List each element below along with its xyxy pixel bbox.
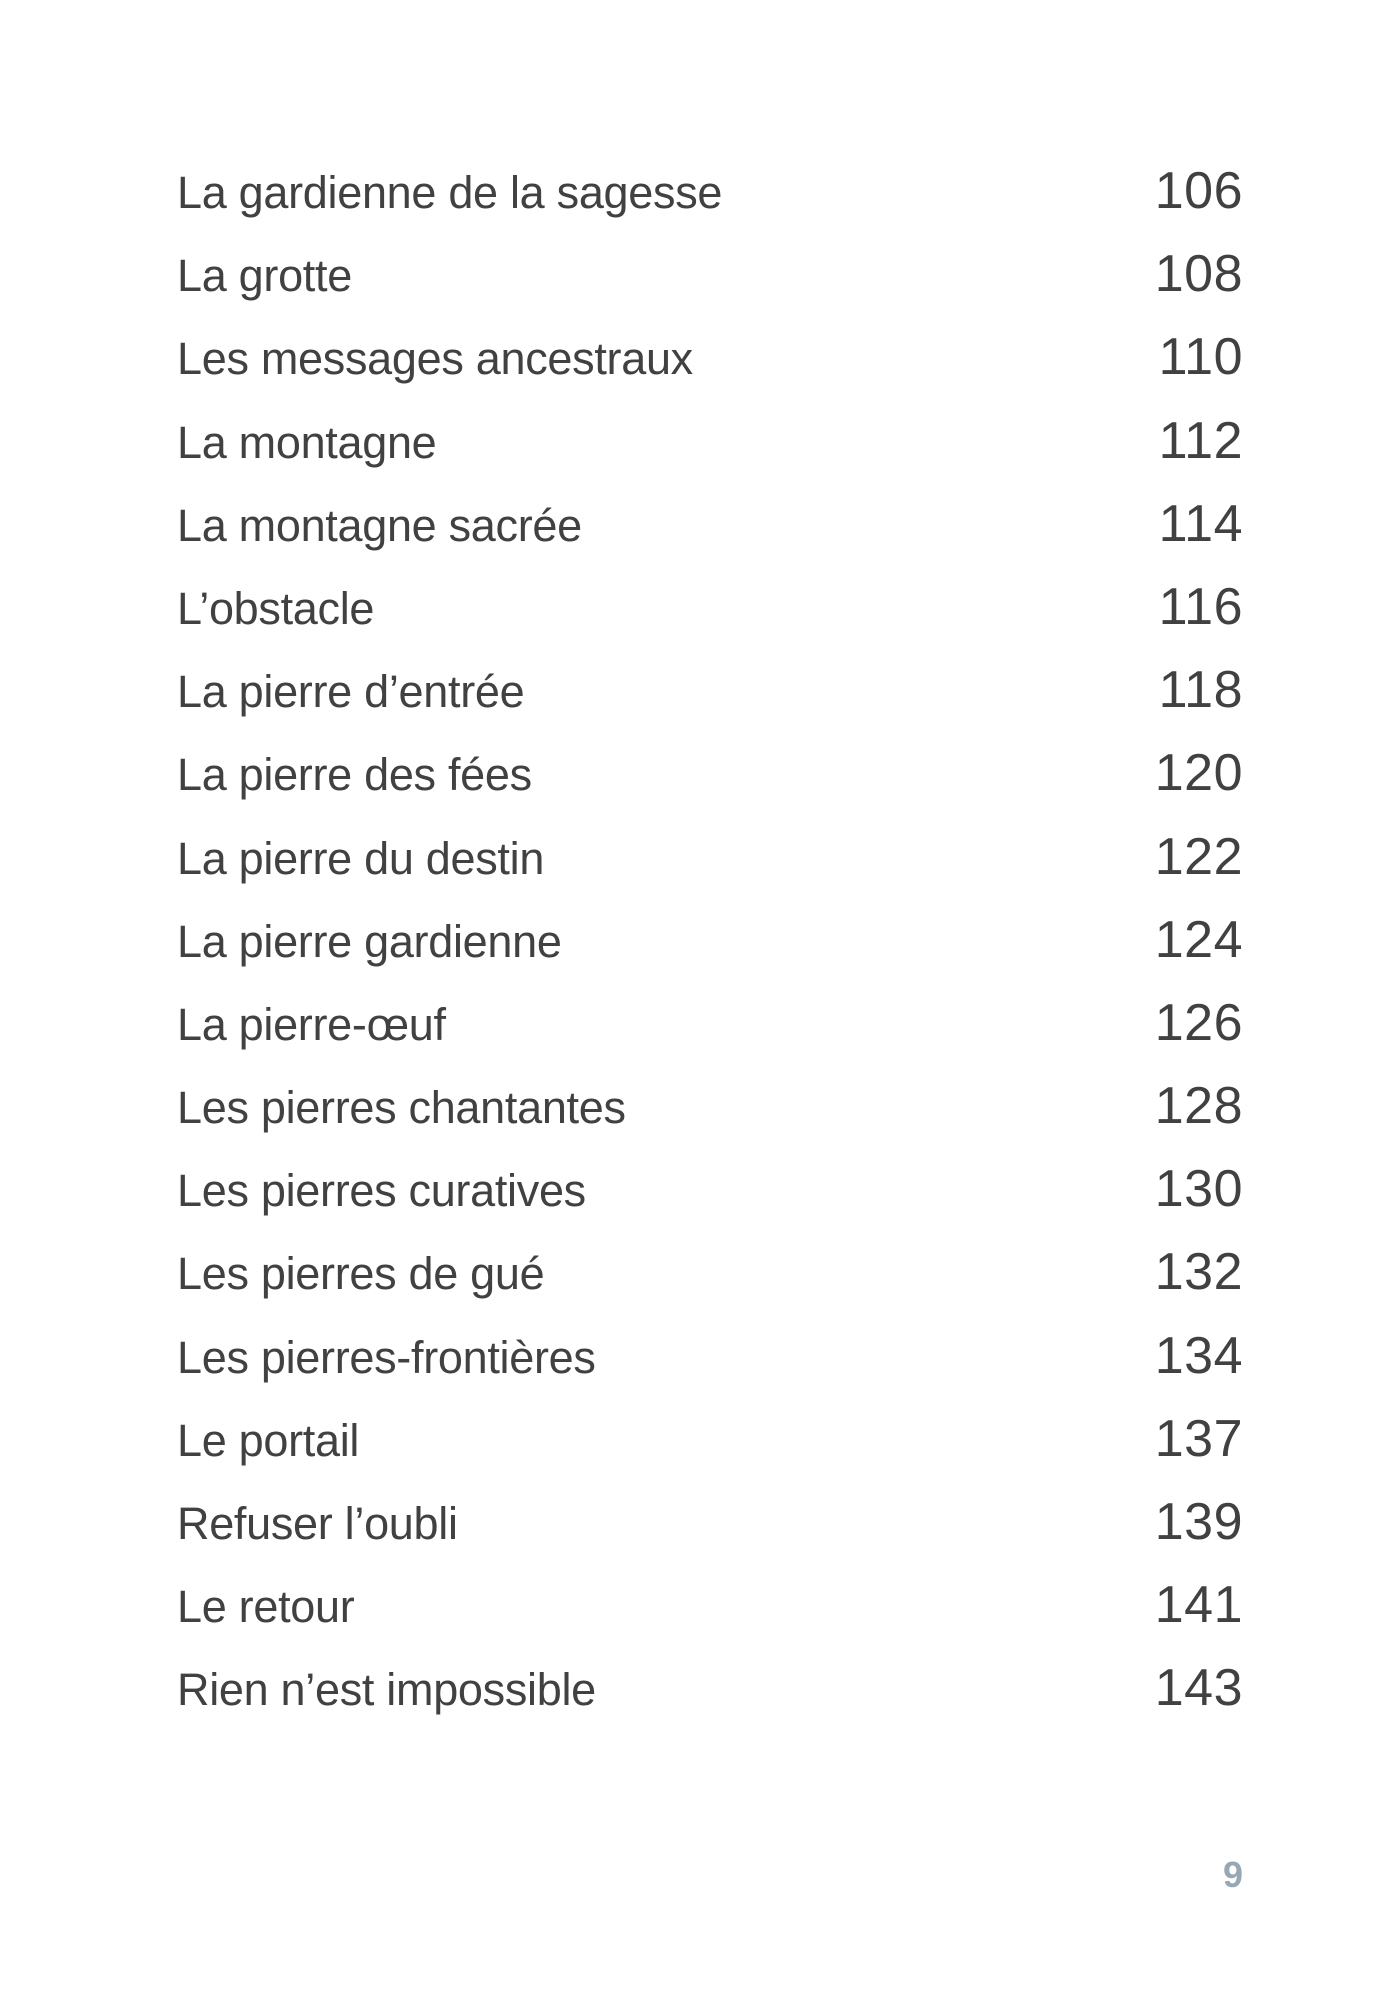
toc-entry-title: La grotte	[177, 250, 352, 302]
toc-entry-page-number: 134	[1154, 1326, 1243, 1385]
toc-entry-page-number: 120	[1154, 744, 1243, 803]
toc-entry	[177, 1316, 1243, 1399]
toc-entry-title: La pierre du destin	[177, 832, 545, 884]
toc-entry	[177, 401, 1243, 484]
toc-entry-page-number: 132	[1154, 1243, 1243, 1302]
toc-entry	[177, 567, 1243, 650]
toc-entry	[177, 650, 1243, 733]
toc-entry-page-number: 122	[1154, 827, 1243, 886]
toc-entry	[177, 900, 1243, 983]
toc-entry	[177, 1565, 1243, 1648]
toc-entry-page-number: 124	[1154, 910, 1243, 969]
toc-entry-page-number: 137	[1154, 1409, 1243, 1468]
toc-entry-title: La pierre-œuf	[177, 998, 446, 1050]
toc-entry	[177, 1648, 1243, 1731]
toc-entry-page-number: 106	[1154, 162, 1243, 220]
toc-entry-title: Les pierres chantantes	[177, 1082, 626, 1134]
toc-entry-title: La gardienne de la sagesse	[177, 167, 723, 218]
toc-entry-page-number: 112	[1158, 411, 1243, 470]
toc-entry-title: La montagne sacrée	[177, 499, 582, 551]
toc-entry-title: Rien n’est impossible	[177, 1664, 596, 1716]
page-number-folio: 9	[1222, 1854, 1243, 1895]
toc-entry-page-number: 128	[1154, 1077, 1243, 1136]
toc-entry	[177, 733, 1243, 816]
toc-entry	[177, 1399, 1243, 1482]
toc-entry	[177, 1482, 1243, 1565]
toc-entry-title: Les pierres de gué	[177, 1248, 545, 1300]
toc-entry-page-number: 141	[1154, 1576, 1243, 1635]
toc-entry	[177, 234, 1243, 317]
toc-entry-title: La pierre d’entrée	[177, 666, 525, 718]
toc-entry-page-number: 143	[1154, 1659, 1243, 1718]
toc-entry-page-number: 118	[1158, 661, 1243, 720]
toc-entry-page-number: 116	[1158, 577, 1243, 636]
toc-entry	[177, 1232, 1243, 1315]
toc-entry-title: Le retour	[177, 1581, 355, 1633]
toc-entry-title: Les pierres curatives	[177, 1165, 586, 1217]
toc-entry-title: L’obstacle	[177, 582, 375, 634]
toc-entry-page-number: 108	[1154, 245, 1243, 304]
toc-entry-page-number: 114	[1158, 494, 1243, 553]
toc-entry-title: Les pierres-frontières	[177, 1331, 596, 1383]
toc-entry-title: Les messages ancestraux	[177, 333, 693, 385]
toc-entry-page-number: 139	[1154, 1493, 1243, 1551]
toc-entry	[177, 151, 1243, 234]
toc-entry-page-number: 130	[1154, 1160, 1243, 1219]
toc-entry-title: La montagne	[177, 416, 437, 468]
toc-entry-page-number: 126	[1154, 993, 1243, 1052]
toc-entry	[177, 817, 1243, 900]
toc-entry-title: Refuser l’oubli	[177, 1498, 458, 1549]
toc-entry	[177, 317, 1243, 400]
toc-entry-title: La pierre des fées	[177, 749, 532, 801]
toc-entry	[177, 484, 1243, 567]
toc-entry-title: Le portail	[177, 1414, 360, 1466]
toc-entry	[177, 1149, 1243, 1232]
toc-entry	[177, 1066, 1243, 1149]
toc-entry	[177, 983, 1243, 1066]
toc-entry-page-number: 110	[1158, 328, 1243, 387]
toc-entry-title: La pierre gardienne	[177, 915, 562, 967]
table-of-contents	[177, 151, 1243, 1732]
